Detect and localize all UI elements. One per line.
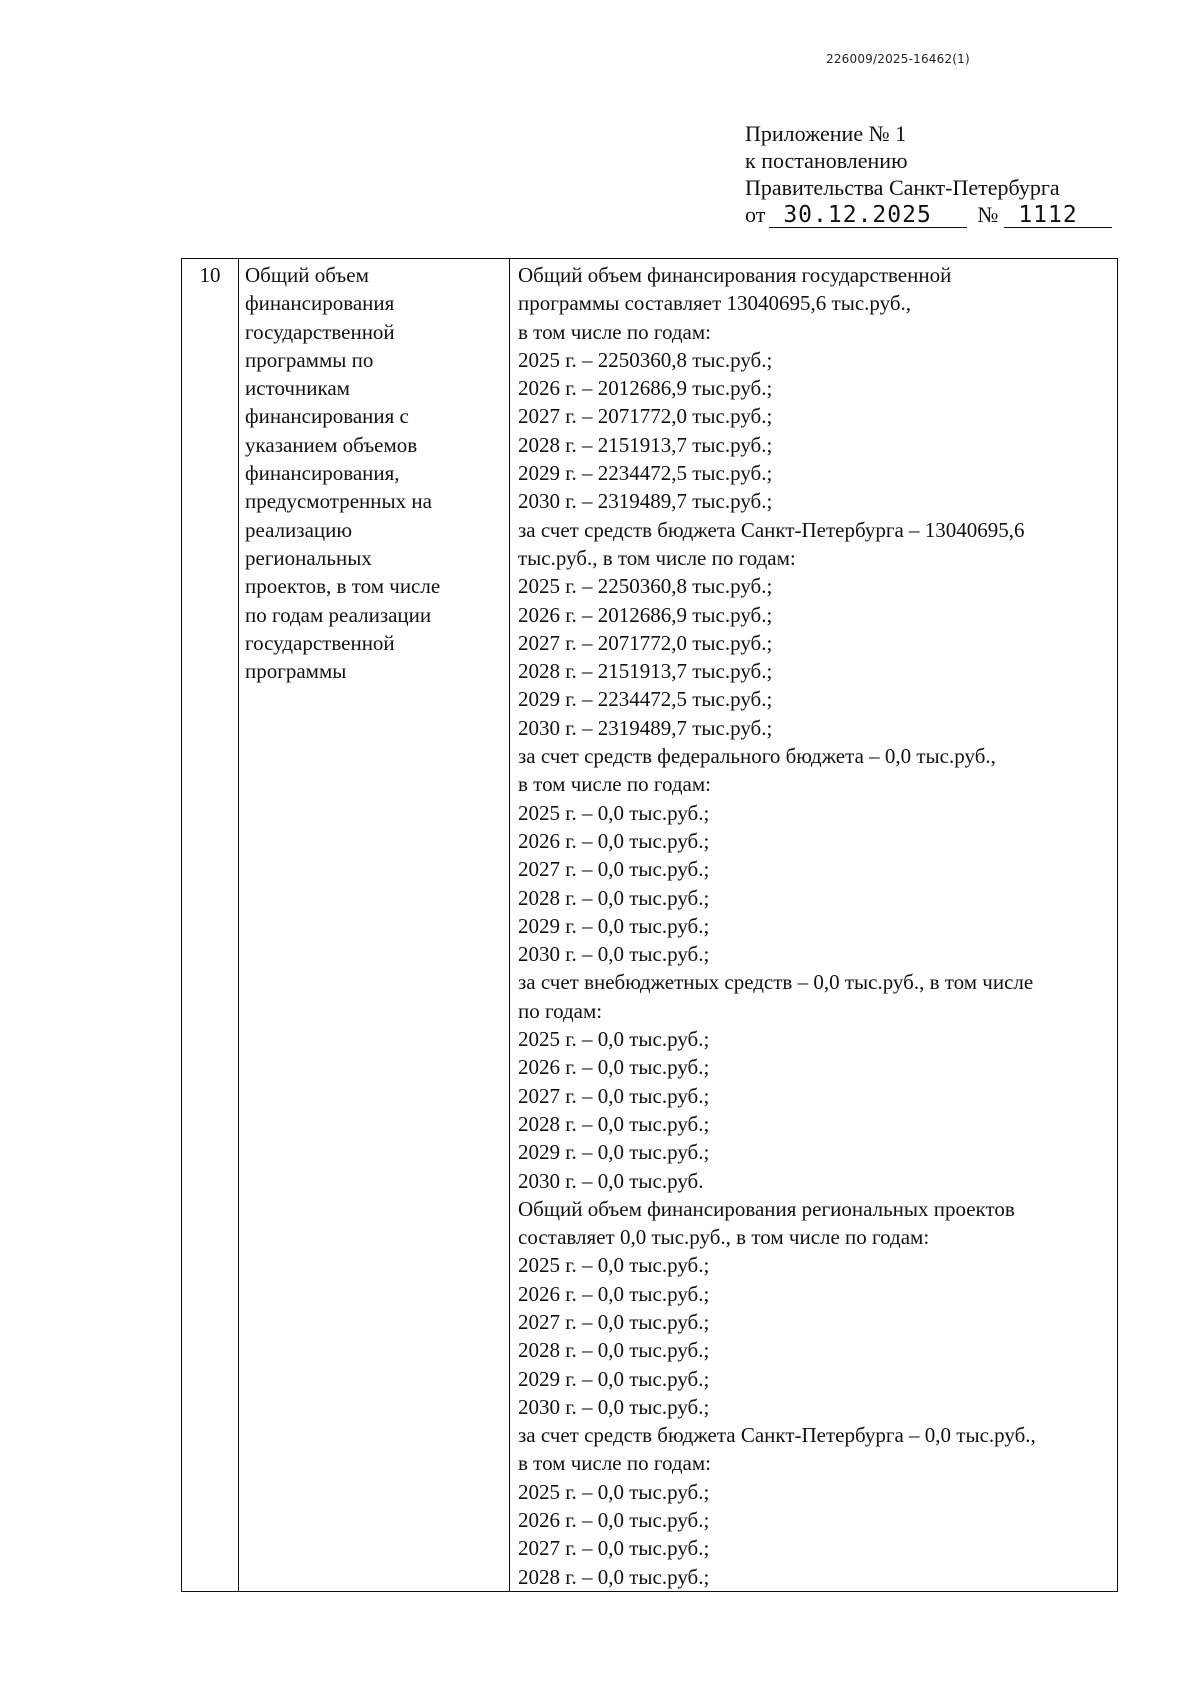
content-line: 2029 г. – 0,0 тыс.руб.; [518,913,710,938]
content-line: 2029 г. – 2234472,5 тыс.руб.; [518,461,773,486]
content-line: 2029 г. – 2234472,5 тыс.руб.; [518,687,773,712]
label-line: государственной [245,319,395,344]
label-line: Общий объем [245,263,369,287]
content-line: 2025 г. – 2250360,8 тыс.руб.; [518,574,773,599]
label-line: предусмотренных на [245,489,432,514]
row-label-cell [239,259,510,1592]
content-line: 2025 г. – 0,0 тыс.руб.; [518,800,710,825]
number-sign: № [977,202,999,227]
content-line: 2030 г. – 0,0 тыс.руб.; [518,942,710,967]
content-line: по годам: [518,998,603,1023]
row-content [518,261,1111,1591]
content-line: 2026 г. – 0,0 тыс.руб.; [518,1055,710,1080]
content-line: 2027 г. – 0,0 тыс.руб.; [518,1309,710,1334]
content-line: 2026 г. – 0,0 тыс.руб.; [518,828,710,853]
content-line: 2028 г. – 2151913,7 тыс.руб.; [518,659,773,684]
content-line: 2025 г. – 0,0 тыс.руб.; [518,1253,710,1278]
row-label [245,261,503,685]
content-line: 2026 г. – 2012686,9 тыс.руб.; [518,376,773,401]
content-line: в том числе по годам: [518,772,711,797]
appendix-title: Приложение № 1 [745,121,907,146]
content-line: 2027 г. – 2071772,0 тыс.руб.; [518,404,773,429]
content-line: за счет средств федерального бюджета – 0,0 тыс.руб., [518,744,996,769]
label-line: государственной [245,630,395,655]
content-line: за счет средств бюджета Санкт-Петербурга – 0,0 тыс.руб., [518,1423,1036,1448]
label-line: программы [245,659,347,684]
content-line: 2028 г. – 2151913,7 тыс.руб.; [518,432,773,457]
decree-date: 30.12.2025 [769,203,967,228]
label-line: источникам [245,376,350,401]
content-line: 2029 г. – 0,0 тыс.руб.; [518,1140,710,1165]
content-line: за счет средств бюджета Санкт-Петербурга – 13040695,6 [518,517,1025,542]
content-line: 2027 г. – 0,0 тыс.руб.; [518,1083,710,1108]
financing-table [181,258,1118,1592]
decree-number: 1112 [1004,203,1112,228]
table-row [182,259,1118,1592]
content-line: за счет внебюджетных средств – 0,0 тыс.руб., в том числе [518,970,1034,995]
appendix-subtitle: к постановлению [745,148,908,173]
date-prefix: от [745,202,766,227]
content-line: 2028 г. – 0,0 тыс.руб.; [518,1338,710,1363]
label-line: указанием объемов [245,432,418,457]
content-line: 2028 г. – 0,0 тыс.руб.; [518,1111,710,1136]
row-number: 10 [182,259,239,1592]
label-line: реализацию [245,517,353,542]
label-line: финансирования с [245,404,409,429]
content-line: 2028 г. – 0,0 тыс.руб.; [518,1564,710,1589]
content-line: составляет 0,0 тыс.руб., в том числе по годам: [518,1225,930,1250]
row-content-cell [510,259,1118,1592]
label-line: проектов, в том числе [245,574,441,599]
content-line: 2030 г. – 2319489,7 тыс.руб.; [518,489,773,514]
content-line: Общий объем финансирования региональных проектов [518,1196,1015,1221]
content-line: 2028 г. – 0,0 тыс.руб.; [518,885,710,910]
label-line: по годам реализации [245,602,432,627]
content-line: 2027 г. – 2071772,0 тыс.руб.; [518,630,773,655]
content-line: 2027 г. – 0,0 тыс.руб.; [518,1536,710,1561]
content-line: 2030 г. – 2319489,7 тыс.руб.; [518,715,773,740]
content-line: 2026 г. – 0,0 тыс.руб.; [518,1281,710,1306]
content-line: в том числе по годам: [518,319,711,344]
content-line: Общий объем финансирования государственной [518,263,952,287]
content-line: в том числе по годам: [518,1451,711,1476]
label-line: финансирования [245,291,395,316]
content-line: 2030 г. – 0,0 тыс.руб. [518,1168,704,1193]
label-line: финансирования, [245,461,400,486]
content-line: 2025 г. – 0,0 тыс.руб.; [518,1027,710,1052]
label-line: программы по [245,347,374,372]
appendix-issuer: Правительства Санкт-Петербурга [745,175,1060,200]
label-line: региональных [245,545,372,570]
content-line: 2030 г. – 0,0 тыс.руб.; [518,1394,710,1419]
content-line: 2026 г. – 2012686,9 тыс.руб.; [518,602,773,627]
content-line: 2026 г. – 0,0 тыс.руб.; [518,1508,710,1533]
content-line: 2029 г. – 0,0 тыс.руб.; [518,1366,710,1391]
content-line: 2025 г. – 0,0 тыс.руб.; [518,1479,710,1504]
appendix-block [745,120,1112,228]
content-line: 2027 г. – 0,0 тыс.руб.; [518,857,710,882]
content-line: тыс.руб., в том числе по годам: [518,545,796,570]
content-line: программы составляет 13040695,6 тыс.руб., [518,291,912,316]
content-line: 2025 г. – 2250360,8 тыс.руб.; [518,347,773,372]
appendix-date-line [745,201,1112,228]
document-id: 226009/2025-16462(1) [826,52,970,66]
